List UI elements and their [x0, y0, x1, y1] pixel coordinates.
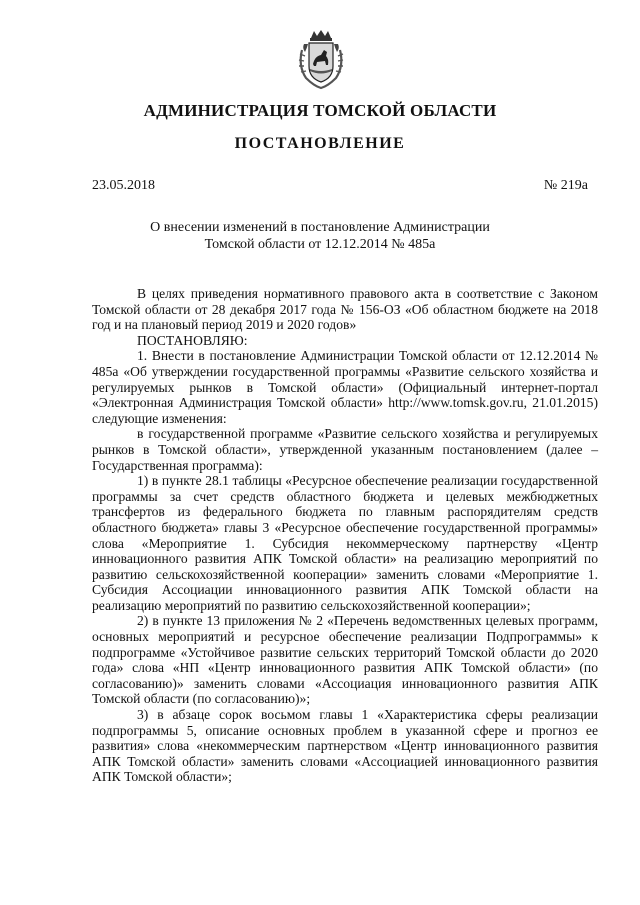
document-date: 23.05.2018 — [92, 178, 155, 193]
organization-name: АДМИНИСТРАЦИЯ ТОМСКОЙ ОБЛАСТИ — [143, 101, 497, 120]
document-type: ПОСТАНОВЛЕНИЕ — [234, 135, 406, 152]
subitem-3-paragraph: 3) в абзаце сорок восьмом главы 1 «Характеристика сферы реализации подпрограммы 5, описание основных проблем в указанной сфере и прогноз ее развития» слова «некоммерческим партнерством «Центр инновационного развития АПК Томской области» заменить словами «Ассоциацией инновационного развития АПК Томской области»; — [92, 707, 598, 785]
document-body — [92, 286, 598, 785]
subject-line: О внесении изменений в постановление Администрации — [150, 220, 490, 235]
subitem-1-paragraph: 1) в пункте 28.1 таблицы «Ресурсное обеспечение реализации государственной программы за счет средств областного бюджета и целевых межбюджетных трансфертов из федерального бюджета по главным распорядителям средств областного бюджета» главы 3 «Ресурсное обеспечение государственной программы» слова «Мероприятие 1. Субсидия некоммерческому партнерству «Центр инновационного развития АПК Томской области» на реализацию мероприятий по развитию сельскохозяйственной кооперации» заменить словами «Мероприятие 1. Субсидия Ассоциации инновационного развития АПК Томской области на реализацию мероприятий по развитию сельскохозяйственной кооперации»; — [92, 473, 598, 613]
coat-of-arms-icon — [296, 28, 346, 90]
subject-line: Томской области от 12.12.2014 № 485а — [204, 237, 436, 252]
document-subject — [0, 219, 640, 253]
item-1-paragraph: 1. Внести в постановление Администрации Томской области от 12.12.2014 № 485а «Об утверждении государственной программы «Развитие сельского хозяйства и регулируемых рынков в Томской области» (Официальный интернет-портал «Электронная Администрация Томской области» http://www.tomsk.gov.ru, 21.01.2015) следующие изменения: — [92, 348, 598, 426]
item-1-intro-paragraph: в государственной программе «Развитие сельского хозяйства и регулируемых рынков в Томской области», утвержденной указанным постановлением (далее – Государственная программа): — [92, 426, 598, 473]
document-number: № 219а — [543, 178, 588, 193]
intro-paragraph: В целях приведения нормативного правового акта в соответствие с Законом Томской области от 28 декабря 2017 года № 156-ОЗ «Об областном бюджете на 2018 год и на плановый период 2019 и 2020 годов» — [92, 286, 598, 333]
resolve-heading: ПОСТАНОВЛЯЮ: — [137, 332, 248, 348]
subitem-2-paragraph: 2) в пункте 13 приложения № 2 «Перечень ведомственных целевых программ, основных мероприятий и ресурсное обеспечение реализации Подпрограммы» к подпрограмме «Устойчивое развитие сельских территорий Томской области до 2020 года» слова «НП «Центр инновационного развития АПК Томской области» (по согласованию)» заменить словами «Ассоциация инновационного развития АПК Томской области (по согласованию)»; — [92, 613, 598, 707]
